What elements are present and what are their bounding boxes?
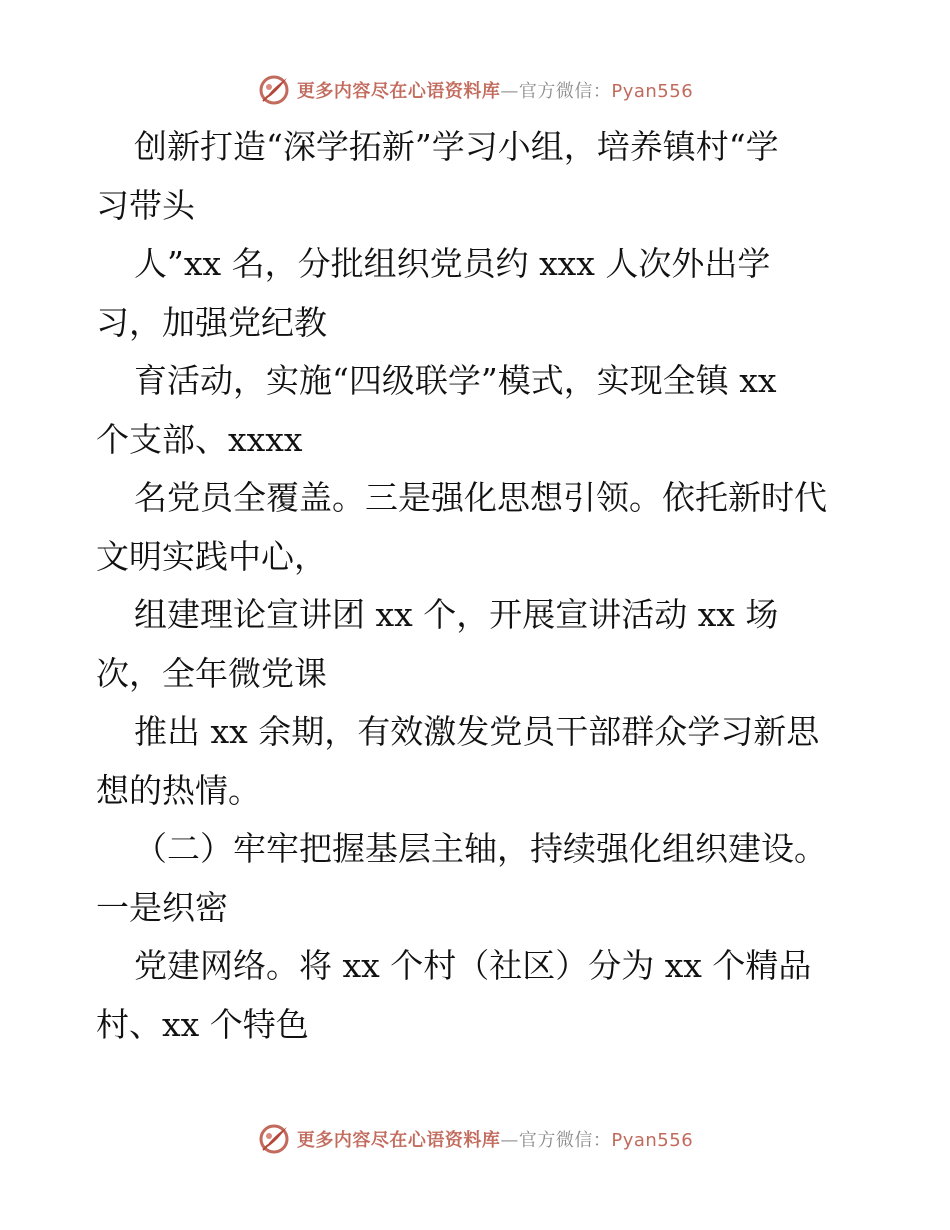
watermark-separator: — bbox=[500, 1130, 519, 1151]
paragraph-line-1: 创新打造“深学拓新”学习小组，培养镇村“学 bbox=[134, 127, 779, 166]
paragraph bbox=[96, 469, 856, 586]
paragraph-line-1: 人”xx 名，分批组织党员约 xxx 人次外出学 bbox=[134, 244, 771, 283]
watermark-library-name: 更多内容尽在心语资料库 bbox=[296, 81, 501, 102]
paragraph-line-2: 次，全年微党课 bbox=[96, 653, 327, 693]
watermark-text bbox=[297, 1126, 693, 1152]
paragraph bbox=[96, 352, 856, 469]
page-footer-watermark bbox=[0, 1119, 950, 1159]
paragraph-line-2: 村、xx 个特色 bbox=[96, 1004, 309, 1044]
paragraph bbox=[96, 703, 856, 820]
brand-watermark bbox=[257, 73, 693, 107]
section-heading-paragraph bbox=[96, 820, 856, 937]
watermark-library-name: 更多内容尽在心语资料库 bbox=[296, 1130, 501, 1151]
watermark-wechat-id: Pyan556 bbox=[611, 1130, 694, 1151]
paragraph-line-1: 育活动，实施“四级联学”模式，实现全镇 xx bbox=[134, 361, 777, 400]
watermark-wechat-label: 官方微信： bbox=[518, 81, 612, 102]
paragraph-line-2: 文明实践中心， bbox=[96, 536, 327, 576]
paragraph bbox=[96, 235, 856, 352]
paragraph-line-1: 名党员全覆盖。三是强化思想引领。依托新时代 bbox=[134, 478, 827, 517]
paragraph-line-1: 党建网络。将 xx 个村（社区）分为 xx 个精品 bbox=[134, 946, 812, 985]
paragraph-line-1: （二）牢牢把握基层主轴，持续强化组织建设。 bbox=[134, 829, 827, 868]
watermark-wechat-id: Pyan556 bbox=[611, 81, 694, 102]
watermark-text bbox=[297, 77, 693, 103]
paragraph-line-1: 组建理论宣讲团 xx 个，开展宣讲活动 xx 场 bbox=[134, 595, 779, 634]
paragraph bbox=[96, 118, 856, 235]
paragraph-line-1: 推出 xx 余期，有效激发党员干部群众学习新思 bbox=[134, 712, 820, 751]
paragraph-line-2: 一是织密 bbox=[96, 887, 228, 927]
quill-logo-icon bbox=[257, 1122, 291, 1156]
brand-watermark bbox=[257, 1122, 693, 1156]
paragraph-line-2: 习，加强党纪教 bbox=[96, 302, 327, 342]
watermark-wechat-label: 官方微信： bbox=[518, 1130, 612, 1151]
paragraph-line-2: 个支部、xxxx bbox=[96, 419, 303, 459]
paragraph bbox=[96, 586, 856, 703]
paragraph-line-2: 想的热情。 bbox=[96, 770, 261, 810]
paragraph bbox=[96, 937, 856, 1054]
watermark-separator: — bbox=[500, 81, 519, 102]
paragraph-line-2: 习带头 bbox=[96, 185, 195, 225]
document-body bbox=[96, 118, 856, 1054]
quill-logo-icon bbox=[257, 73, 291, 107]
page-header-watermark bbox=[0, 70, 950, 110]
